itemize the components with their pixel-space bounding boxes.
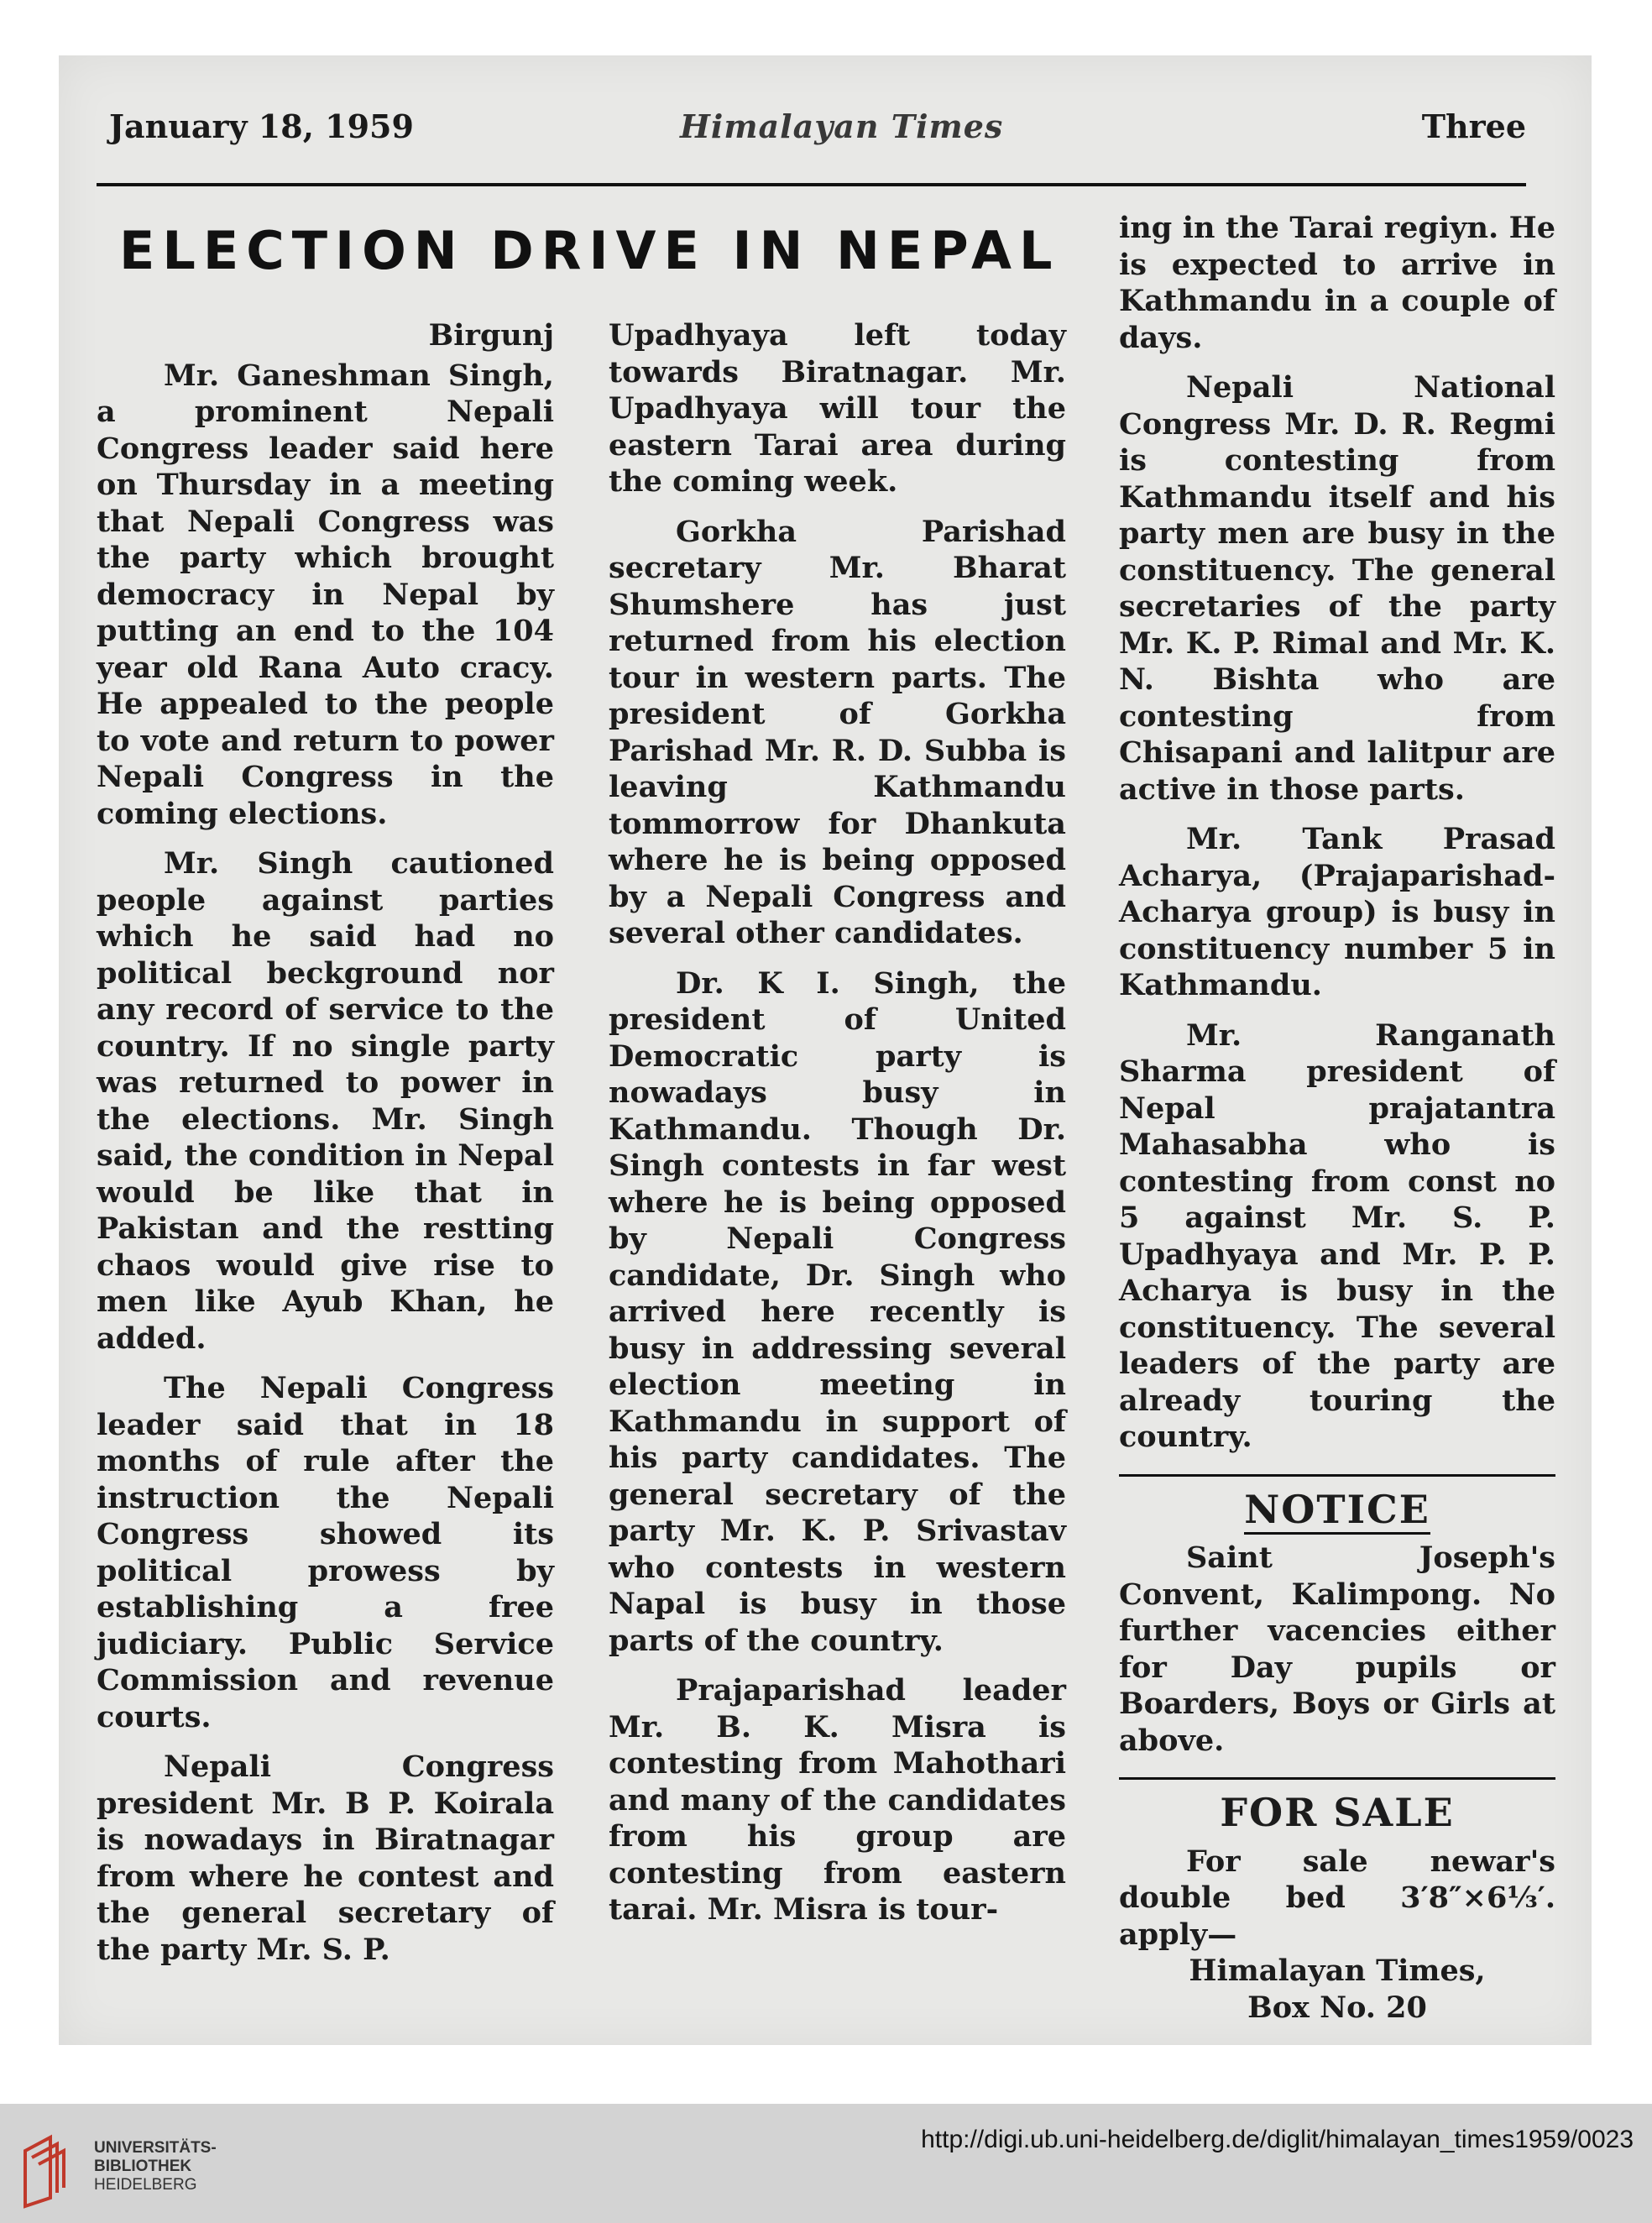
paragraph: Upadhyaya left today towards Biratnagar. Mr. Upadhyaya will tour the eastern Tarai area during the coming week. bbox=[609, 318, 1066, 499]
for-sale-title: FOR SALE bbox=[1220, 1790, 1455, 1835]
library-book-logo-icon bbox=[17, 2126, 77, 2210]
paragraph: Mr. Ganeshman Singh, a prominent Nepali Congress leader said here on Thursday in a meeting that Nepali Congress was the party which brought democracy in Nepal by putting an end to the 104 year old Rana Auto cracy. He appealed to the people to vote and return to power Nepali Congress in the coming elections. bbox=[97, 358, 554, 831]
header-rule bbox=[97, 183, 1526, 186]
for-sale-line: Himalayan Times, bbox=[1189, 1954, 1486, 1988]
paragraph: ing in the Tarai regiyn. He is expected to arrive in Kathmandu in a couple of days. bbox=[1119, 211, 1555, 355]
notice-title: NOTICE bbox=[1119, 1492, 1555, 1529]
paragraph: Dr. K I. Singh, the president of United Democratic party is nowadays busy in Kathmandu. Though Dr. Singh contests in far west where he is being opposed by Nepali Congress candidate, Dr. Singh who arrived here recently is busy in addressing several election meeting in Kathmandu in support of his party candidates. The general secretary of the party Mr. K. P. Srivastav who contests in western Napal is busy in those parts of the country. bbox=[609, 965, 1066, 1658]
notice-body: Saint Joseph's Convent, Kalimpong. No further vacencies either for Day pupils or Boarders, Boys or Girls at above. bbox=[1119, 1540, 1555, 1758]
for-sale-line: Box No. 20 bbox=[1247, 1990, 1427, 2025]
article-column-2 bbox=[609, 317, 1066, 1928]
library-name: UNIVERSITÄTS- BIBLIOTHEK HEIDELBERG bbox=[94, 2139, 217, 2194]
issue-date: January 18, 1959 bbox=[109, 107, 414, 145]
paragraph: Prajaparishad leader Mr. B. K. Misra is contesting from Mahothari and many of the candidates from his group are contesting from eastern tarai. Mr. Misra is tour- bbox=[609, 1673, 1066, 1927]
dateline: Birgunj bbox=[428, 318, 554, 353]
paragraph: The Nepali Congress leader said that in 18 months of rule after the instruction the Nepali Congress showed its political prowess by establishing a free judiciary. Public Service Commission and revenue courts. bbox=[97, 1371, 554, 1734]
for-sale-line: For sale newar's double bed 3′8″×6⅓′. apply— bbox=[1119, 1844, 1555, 1952]
paragraph: Mr. Singh cautioned people against parties which he said had no political beckground nor any record of service to the country. If no single party was returned to power in the elections. Mr. Singh said, the condition in Nepal would be like that in Pakistan and the restting chaos would give rise to men like Ayub Khan, he added. bbox=[97, 846, 554, 1356]
paragraph: Gorkha Parishad secretary Mr. Bharat Shumshere has just returned from his election tour in western parts. The president of Gorkha Parishad Mr. R. D. Subba is leaving Kathmandu tommorrow for Dhankuta where he is being opposed by a Nepali Congress and several other candidates. bbox=[609, 514, 1066, 950]
article-column-3 bbox=[1119, 210, 1555, 2026]
headline: ELECTION DRIVE IN NEPAL bbox=[119, 220, 1060, 281]
source-url-link[interactable]: http://digi.ub.uni-heidelberg.de/diglit/himalayan_times1959/0023 bbox=[921, 2126, 1634, 2153]
article-column-1 bbox=[97, 317, 554, 1968]
paragraph: Nepali National Congress Mr. D. R. Regmi is contesting from Kathmandu itself and his party men are busy in the constituency. The general secretaries of the party Mr. K. P. Rimal and Mr. K. N. Bishta who are contesting from Chisapani and lalitpur are active in those parts. bbox=[1119, 370, 1555, 807]
page-header bbox=[109, 107, 1526, 158]
library-footer bbox=[0, 2104, 1652, 2223]
paragraph: Mr. Tank Prasad Acharya, (Prajaparishad-Acharya group) is busy in constituency number 5 in Kathmandu. bbox=[1119, 822, 1555, 1002]
page-number: Three bbox=[1421, 107, 1526, 145]
for-sale-divider bbox=[1119, 1777, 1555, 1780]
masthead: Himalayan Times bbox=[680, 107, 1004, 145]
paragraph: Nepali Congress president Mr. B P. Koirala is nowadays in Biratnagar from where he contest and the general secretary of the party Mr. S. P. bbox=[97, 1750, 554, 1967]
paragraph: Mr. Ranganath Sharma president of Nepal prajatantra Mahasabha who is contesting from const no 5 against Mr. S. P. Upadhyaya and Mr. P. P. Acharya is busy in the constituency. The several leaders of the party are already touring the country. bbox=[1119, 1017, 1555, 1454]
notice-divider bbox=[1119, 1474, 1555, 1477]
